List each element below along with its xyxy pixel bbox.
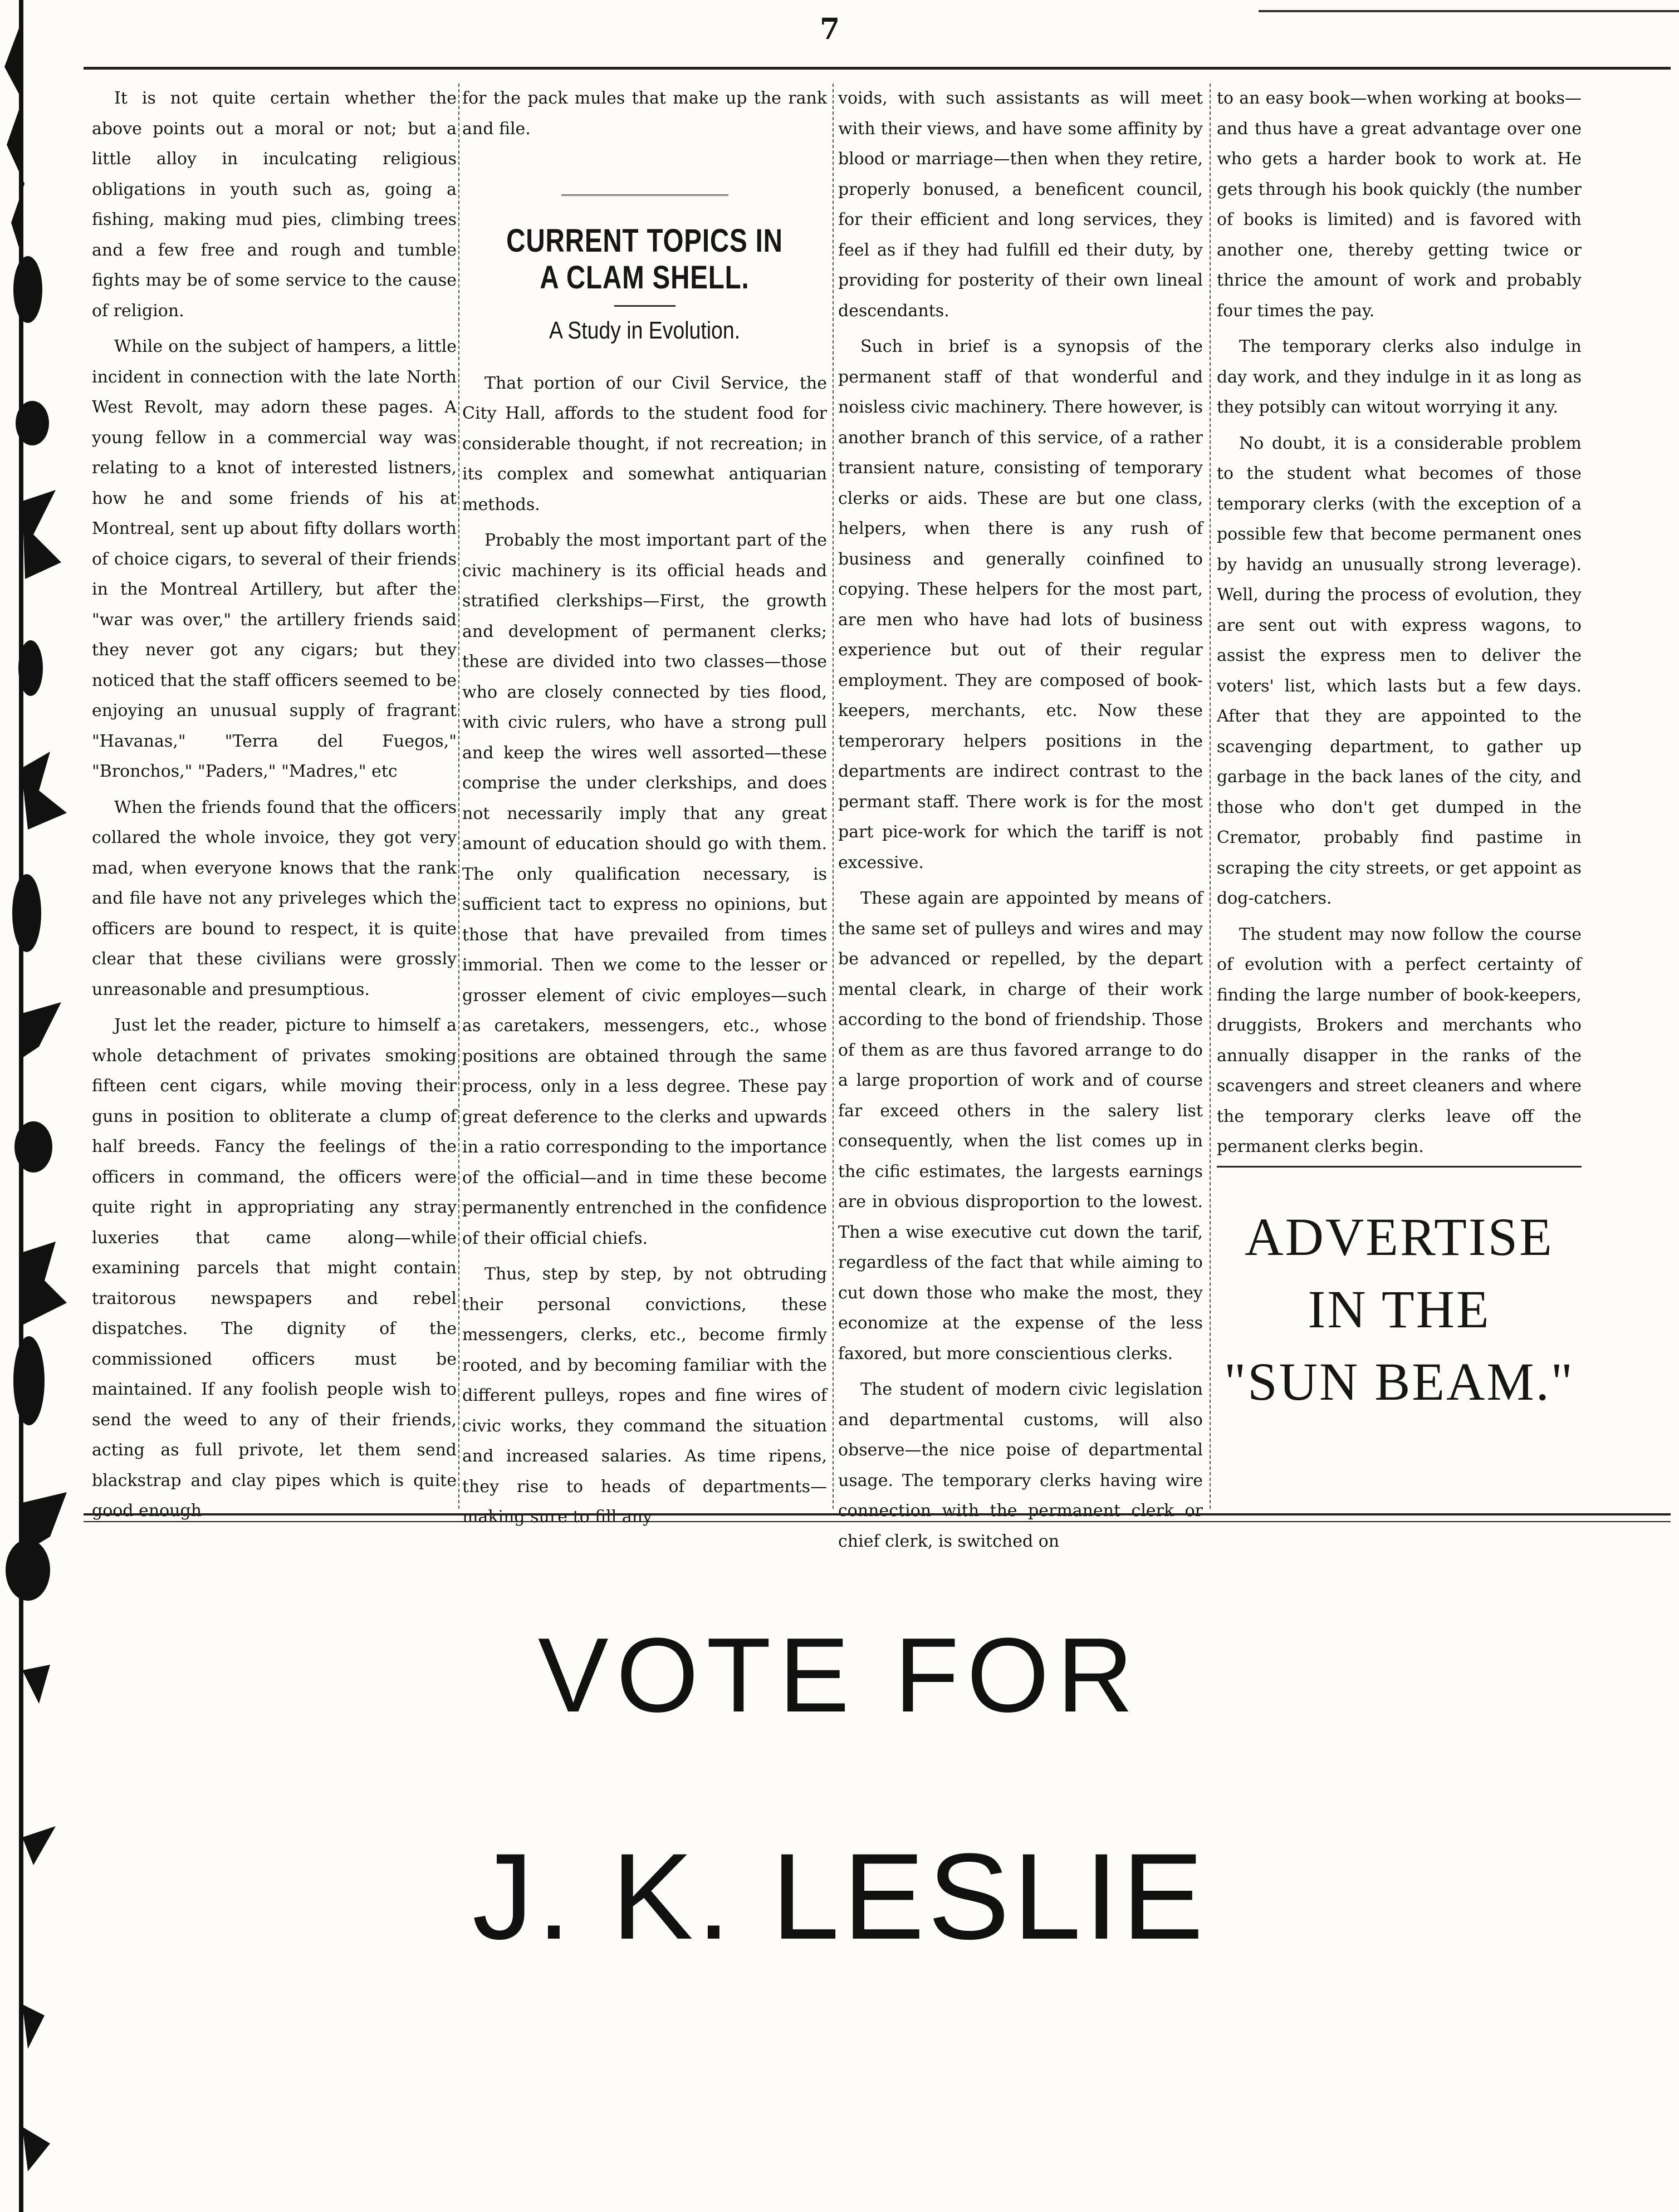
page-number: 7 [820,12,840,46]
vote-heading: VOTE FOR [537,1616,1142,1734]
headline-underline [614,305,675,307]
column-2 [462,84,827,1527]
paragraph: voids, with such assistants as will meet with their views, and have some affinity by blood or marriage—then when they retire, properly bonused, a beneficent council, for their efficient and long services, they feel as if they had fulfill ed their duty, by providing for posterity of their own lineal descendants. [838,89,1203,321]
paragraph: Thus, step by step, by not obtruding their personal convictions, these messengers, clerks, etc., become firmly rooted, and by becoming familiar with the different pulleys, ropes and fine wires of civic works, they command the situation and increased salaries. As time ripens, they rise to heads of departments—making sure to fill any [462,1264,827,1527]
advert-line-3: "SUN BEAM." [1224,1352,1574,1411]
paragraph: Such in brief is a synopsis of the permanent staff of that wonderful and noisless civic machinery. There however, is another branch of this service, of a rather transient nature, consisting of temporary clerks or aids. These are but one class, helpers, when there is any rush of business and generally coinfined to copying. These helpers for the most part, are men who have had lots of business experience but out of their regular employment. They are composed of book-keepers, merchants, etc. Now these temperorary helpers positions in the departments are indirect contrast to the permant staff. There work is for the most part pice-work for which the tariff is not excessive. [838,337,1203,872]
paragraph: These again are appointed by means of the same set of pulleys and wires and may be advanced or repelled, by the depart mental cleark, in charge of their work according to the bond of friendship. Those of them as are thus favored arrange to do a large proportion of work and of course far exceed others in the salery list consequently, when the list comes up in the cific estimates, the largests earnings are in obvious disproportion to the lowest. Then a wise executive cut down the tarif, regardless of the fact that while aiming to cut down those who make the most, they economize at the expense of the less faxored, but more conscientious clerks. [838,889,1203,1364]
paragraph: While on the subject of hampers, a little incident in connection with the late North West Revolt, may adorn these pages. A young fellow in a commercial way was relating to a knot of interested listners, how he and some friends of his at Montreal, sent up about fifty dollars worth of choice cigars, to several of their friends in the Montreal Artillery, but after the "war was over," the artillery friends said they never got any cigars; but they noticed that the staff officers seemed to be enjoying an unusual supply of fragrant "Havanas," "Terra del Fuegos," "Bronchos," "Paders," "Madres," etc [92,337,457,781]
column-divider [833,84,834,1509]
headline-rule [561,194,728,196]
column-4-text [1217,84,1582,1164]
paragraph: No doubt, it is a considerable problem to the student what becomes of those temporary clerks (with the exception of a possible few that become permanent ones by havidg an unusually strong leverage). Well, during the process of evolution, they are sent out with express wagons, to assist the express men to deliver the voters' list, which lasts but a few days. After that they are appointed to the scavenging department, to gather up garbage in the back lanes of the city, and those who don't get dumped in the Cremator, probably find pastime in scraping the city streets, or get appoint as dog-catchers. [1217,433,1582,908]
paragraph: to an easy book—when working at books—and thus have a great advantage over one who gets a harder book to work at. He gets through his book quickly (the number of books is limited) and is favored with another one, thereby getting twice or thrice the amount of work and probably four times the pay. [1217,89,1582,321]
paragraph: That portion of our Civil Service, the City Hall, affords to the student food for considerable thought, if not recreation; in its complex and somewhat antiquarian methods. [462,373,827,514]
article-subhead: A Study in Evolution. [549,317,741,344]
paragraph: When the friends found that the officers collared the whole invoice, they got very mad, when everyone knows that the rank and file have not any priveleges which the officers are bound to respect, it is quite clear that these civilians were grossly unreasonable and presumptious. [92,797,457,999]
paragraph: The student may now follow the course of evolution with a perfect certainty of finding the large number of book-keepers, druggists, Brokers and merchants who annually disapper in the ranks of the scavengers and street cleaners and where the temporary clerks leave off the permanent clerks begin. [1217,924,1582,1156]
advert-line-1: ADVERTISE [1245,1207,1554,1267]
paragraph: Probably the most important part of the civic machinery is its official heads and stratified clerkships—First, the growth and development of permanent clerks; these are divided into two classes—those who are closely connected by ties flood, with civic rulers, who have a strong pull and keep the wires well assorted—these comprise the under clerkships, and does not necessarily imply that any great amount of education should go with them. The only qualification necessary, is sufficient tact to express no opinions, but those that have prevailed from times immorial. Then we come to the lesser or grosser element of civic employes—such as caretakers, messengers, etc., whose positions are obtained through the same process, only in a less degree. These pay great deference to the clerks and upwards in a ratio corresponding to the importance of the official—and in time these become permanently entrenched in the confidence of their official chiefs. [462,531,827,1248]
column-divider [458,84,459,1509]
top-right-rule [1259,10,1679,12]
column-3 [838,84,1203,1551]
advert-rule [1217,1166,1582,1168]
column-1 [92,84,457,1521]
paragraph: It is not quite certain whether the above points out a moral or not; but a little alloy in inculcating religious obligations in youth such as, going a fishing, making mud pies, climbing trees and a few free and rough and tumble fights may be of some service to the cause of religion. [92,89,457,321]
candidate-name: J. K. LESLIE [472,1828,1207,1965]
bottom-rule-thin [84,1521,1671,1522]
article-headline: CURRENT TOPICS IN A CLAM SHELL. [506,223,783,296]
column-divider [1210,84,1211,1509]
top-rule [84,67,1671,70]
advert-line-2: IN THE [1308,1279,1491,1339]
paragraph: The temporary clerks also indulge in day work, and they indulge in it as long as they potsibly can witout worrying it any. [1217,337,1582,417]
bottom-rule [84,1513,1671,1515]
column-4 [1217,84,1582,1509]
paragraph: The student of modern civic legislation and departmental customs, will also observe—the nice poise of departmental usage. The temporary clerks having wire connection with the permanent clerk or chief clerk, is switched on [838,1380,1203,1551]
paragraph: Just let the reader, picture to himself a whole detachment of privates smoking fifteen cent cigars, while moving their guns in position to obliterate a clump of half breeds. Fancy the feelings of the officers in command, the officers were quite right in appropriating any stray luxeries that came along—while examining parcels that might contain traitorous newspapers and rebel dispatches. The dignity of the commissioned officers must be maintained. If any foolish people wish to send the weed to any of their friends, acting as full privote, let them send blackstrap and clay pipes which is quite good enough [92,1016,457,1521]
paragraph-continued: for the pack mules that make up the rank and file. [462,89,827,139]
advertisement [1217,1201,1582,1418]
